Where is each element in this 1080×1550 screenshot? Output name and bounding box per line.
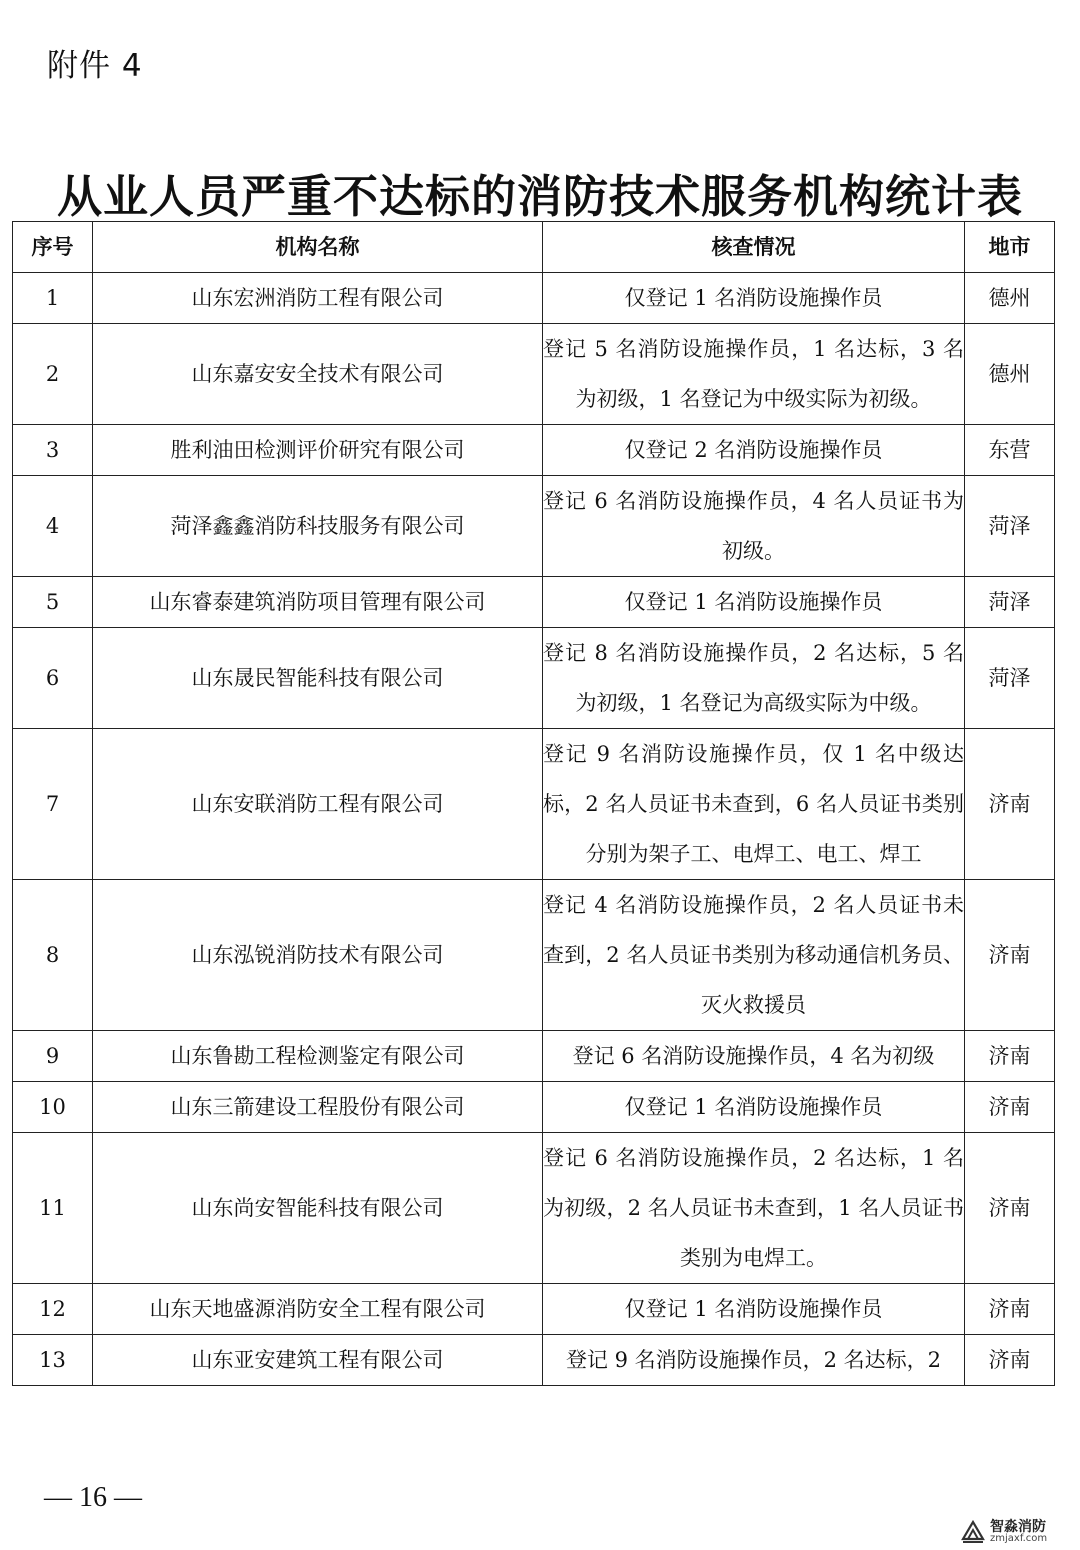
row-status [543, 628, 965, 729]
brand-logo-icon [960, 1519, 986, 1545]
table-row [13, 273, 1055, 324]
row-org-name: 山东嘉安安全技术有限公司 [93, 324, 543, 425]
table-row [13, 628, 1055, 729]
row-org-name: 山东宏洲消防工程有限公司 [93, 273, 543, 324]
page-number: — 16 — [44, 1482, 142, 1513]
row-index: 10 [13, 1082, 93, 1133]
row-city: 德州 [965, 273, 1055, 324]
row-status-text: 仅登记 1 名消防设施操作员 [624, 590, 883, 614]
row-index: 8 [13, 880, 93, 1031]
table-header-row [13, 222, 1055, 273]
row-status [543, 476, 965, 577]
row-status [543, 425, 965, 476]
watermark-logo [960, 1515, 1072, 1549]
table-row [13, 324, 1055, 425]
row-status-text: 登记 6 名消防设施操作员，2 名达标，1 名为初级，2 名人员证书未查到，1 名人员证书类别为电焊工。 [543, 1146, 964, 1270]
row-index: 7 [13, 729, 93, 880]
table-row [13, 1082, 1055, 1133]
row-org-name: 山东泓锐消防技术有限公司 [93, 880, 543, 1031]
header-org-name: 机构名称 [93, 222, 543, 273]
header-status: 核查情况 [543, 222, 965, 273]
table-row [13, 1133, 1055, 1284]
row-org-name: 山东睿泰建筑消防项目管理有限公司 [93, 577, 543, 628]
page-title: 从业人员严重不达标的消防技术服务机构统计表 [56, 170, 1023, 223]
row-status-text: 仅登记 2 名消防设施操作员 [624, 438, 883, 462]
row-status [543, 1031, 965, 1082]
row-status [543, 577, 965, 628]
row-status [543, 880, 965, 1031]
row-org-name: 山东三箭建设工程股份有限公司 [93, 1082, 543, 1133]
header-index: 序号 [13, 222, 93, 273]
row-index: 9 [13, 1031, 93, 1082]
table-row [13, 1335, 1055, 1386]
row-org-name: 山东尚安智能科技有限公司 [93, 1133, 543, 1284]
row-status-text: 登记 6 名消防设施操作员，4 名为初级 [572, 1044, 935, 1068]
table-row [13, 880, 1055, 1031]
row-status-text: 登记 4 名消防设施操作员，2 名人员证书未查到，2 名人员证书类别为移动通信机务员、灭火救援员 [543, 893, 964, 1017]
row-city: 济南 [965, 1335, 1055, 1386]
row-status-text: 登记 5 名消防设施操作员，1 名达标，3 名为初级，1 名登记为中级实际为初级。 [543, 337, 964, 411]
row-status-text: 登记 9 名消防设施操作员，仅 1 名中级达标，2 名人员证书未查到，6 名人员证书类别分别为架子工、电焊工、电工、焊工 [543, 742, 964, 866]
row-status-text: 登记 9 名消防设施操作员，2 名达标，2 [565, 1348, 942, 1372]
row-index: 4 [13, 476, 93, 577]
row-city: 菏泽 [965, 628, 1055, 729]
watermark-name: 智淼消防 [990, 1519, 1046, 1535]
row-status [543, 324, 965, 425]
row-status [543, 1335, 965, 1386]
row-org-name: 胜利油田检测评价研究有限公司 [93, 425, 543, 476]
table-row [13, 577, 1055, 628]
row-city: 济南 [965, 1133, 1055, 1284]
table-row [13, 729, 1055, 880]
row-index: 1 [13, 273, 93, 324]
row-status-text: 仅登记 1 名消防设施操作员 [624, 286, 883, 310]
row-city: 东营 [965, 425, 1055, 476]
row-status [543, 1133, 965, 1284]
row-city: 济南 [965, 1284, 1055, 1335]
row-org-name: 山东晟民智能科技有限公司 [93, 628, 543, 729]
table-row [13, 476, 1055, 577]
row-index: 11 [13, 1133, 93, 1284]
row-org-name: 山东鲁勘工程检测鉴定有限公司 [93, 1031, 543, 1082]
row-index: 5 [13, 577, 93, 628]
table-row [13, 1284, 1055, 1335]
row-status-text: 仅登记 1 名消防设施操作员 [624, 1297, 883, 1321]
row-index: 13 [13, 1335, 93, 1386]
header-city: 地市 [965, 222, 1055, 273]
row-org-name: 山东安联消防工程有限公司 [93, 729, 543, 880]
row-org-name: 山东亚安建筑工程有限公司 [93, 1335, 543, 1386]
row-org-name: 菏泽鑫鑫消防科技服务有限公司 [93, 476, 543, 577]
statistics-table [12, 221, 1055, 1386]
row-index: 12 [13, 1284, 93, 1335]
row-index: 2 [13, 324, 93, 425]
row-index: 6 [13, 628, 93, 729]
row-status [543, 1284, 965, 1335]
table-row [13, 425, 1055, 476]
row-city: 济南 [965, 1082, 1055, 1133]
row-status-text: 登记 6 名消防设施操作员，4 名人员证书为初级。 [543, 489, 964, 563]
row-status-text: 仅登记 1 名消防设施操作员 [624, 1095, 883, 1119]
row-status-text: 登记 8 名消防设施操作员，2 名达标，5 名为初级，1 名登记为高级实际为中级。 [543, 641, 964, 715]
row-city: 济南 [965, 880, 1055, 1031]
row-org-name: 山东天地盛源消防安全工程有限公司 [93, 1284, 543, 1335]
row-status [543, 273, 965, 324]
row-index: 3 [13, 425, 93, 476]
row-city: 菏泽 [965, 476, 1055, 577]
row-status [543, 1082, 965, 1133]
table-row [13, 1031, 1055, 1082]
row-city: 济南 [965, 1031, 1055, 1082]
row-city: 德州 [965, 324, 1055, 425]
attachment-label: 附件 4 [47, 48, 143, 84]
row-city: 菏泽 [965, 577, 1055, 628]
row-status [543, 729, 965, 880]
row-city: 济南 [965, 729, 1055, 880]
watermark-url: zmjaxf.com [990, 1533, 1048, 1544]
